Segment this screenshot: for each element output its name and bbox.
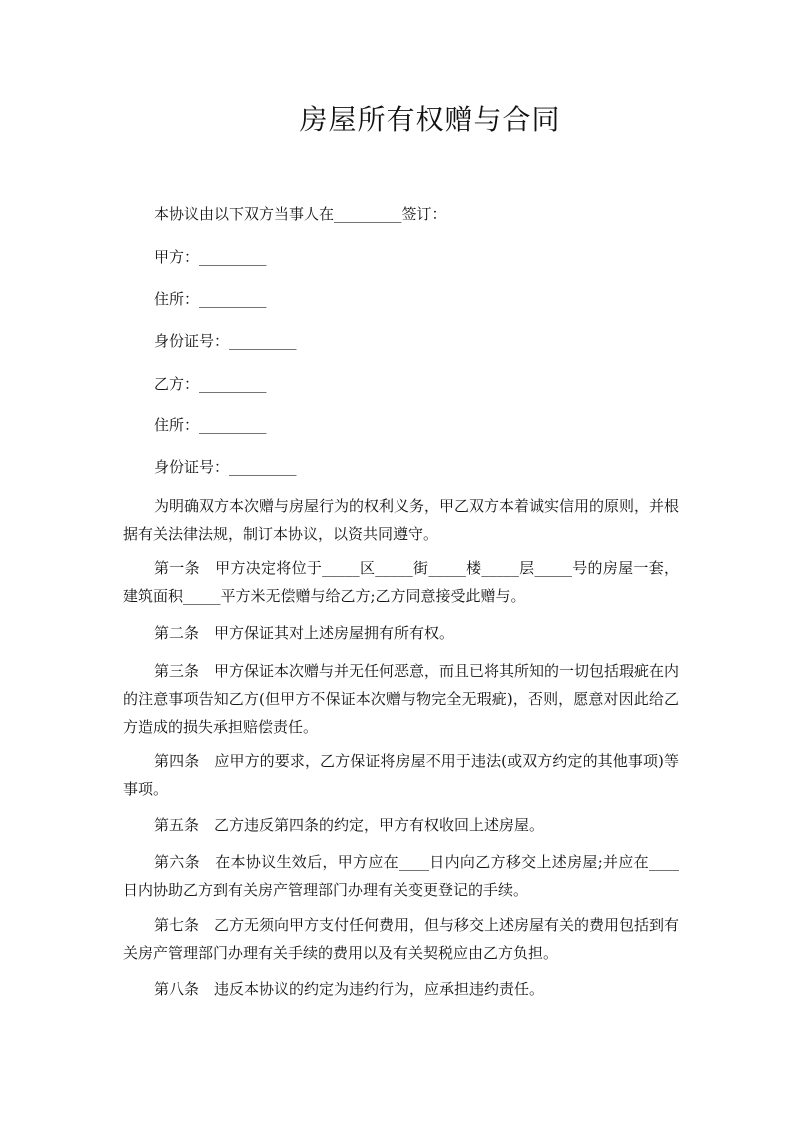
article-7: 第七条 乙方无须向甲方支付任何费用，但与移交上述房屋有关的费用包括到有关房产管理部门办理有关手续的费用以及有关契税应由乙方负担。 — [123, 916, 680, 962]
document-title: 房屋所有权赠与合同 — [299, 103, 561, 136]
party-b-address-line: 住所：_________ — [154, 416, 267, 434]
party-a-line: 甲方：_________ — [154, 248, 267, 266]
party-a-id-line: 身份证号：_________ — [154, 332, 297, 350]
preamble-paragraph: 为明确双方本次赠与房屋行为的权利义务，甲乙双方本着诚实信用的原则，并根据有关法律法规，制订本协议，以资共同遵守。 — [123, 497, 680, 543]
article-1: 第一条 甲方决定将位于_____区_____街_____楼_____层_____号的房屋一套，建筑面积_____平方米无偿赠与给乙方;乙方同意接受此赠与。 — [123, 559, 679, 605]
article-6: 第六条 在本协议生效后，甲方应在____日内向乙方移交上述房屋;并应在____日内协助乙方到有关房产管理部门办理有关变更登记的手续。 — [123, 853, 679, 899]
party-a-address-line: 住所：_________ — [154, 290, 267, 308]
party-b-line: 乙方：_________ — [154, 375, 267, 393]
article-3: 第三条 甲方保证本次赠与并无任何恶意，而且已将其所知的一切包括瑕疵在内的注意事项告知乙方(但甲方不保证本次赠与物完全无瑕疵)，否则，愿意对因此给乙方造成的损失承担赔偿责任。 — [123, 662, 680, 736]
article-2: 第二条 甲方保证其对上述房屋拥有所有权。 — [154, 624, 455, 642]
intro-line: 本协议由以下双方当事人在_________签订： — [154, 205, 447, 223]
party-b-id-line: 身份证号：_________ — [154, 458, 297, 476]
article-8: 第八条 违反本协议的约定为违约行为，应承担违约责任。 — [154, 980, 545, 998]
article-4: 第四条 应甲方的要求，乙方保证将房屋不用于违法(或双方约定的其他事项)等事项。 — [123, 752, 679, 798]
article-5: 第五条 乙方违反第四条的约定，甲方有权收回上述房屋。 — [154, 816, 545, 834]
